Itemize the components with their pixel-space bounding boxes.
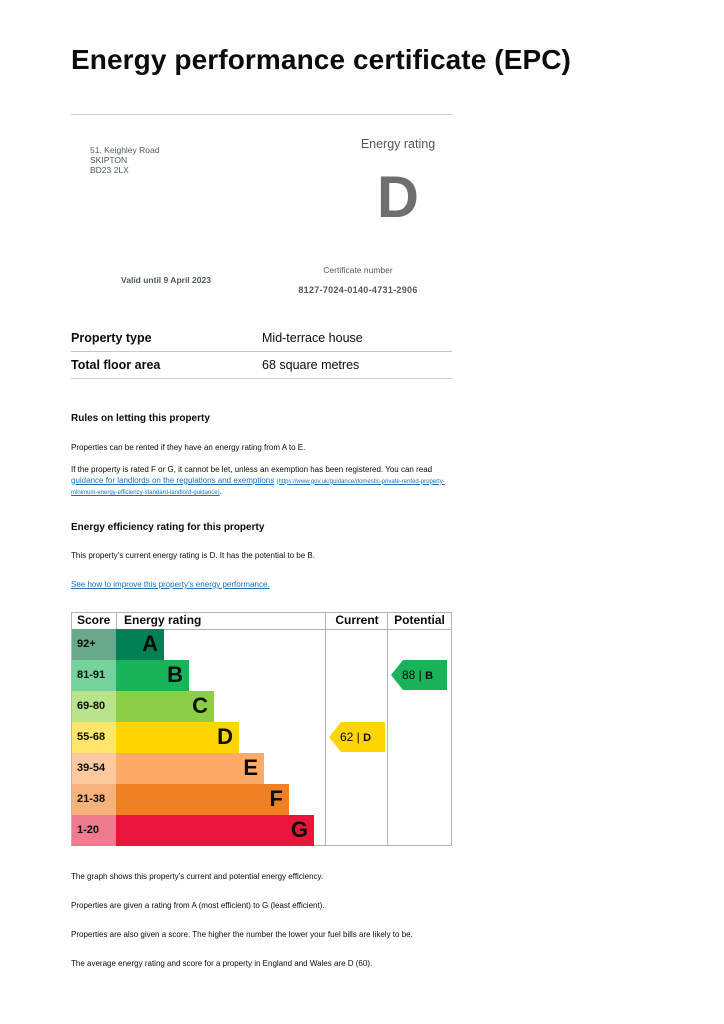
certificate-number: 8127-7024-0140-4731-2906 xyxy=(298,285,418,295)
efficiency-heading: Energy efficiency rating for this property xyxy=(71,522,265,533)
current-rating-arrow-score: 62 | xyxy=(340,730,364,744)
current-rating-arrow xyxy=(329,722,385,752)
letting-heading: Rules on letting this property xyxy=(71,413,210,424)
band-letter-d: D xyxy=(217,724,233,749)
band-score-b: 81-91 xyxy=(72,660,116,691)
band-score-d: 55-68 xyxy=(72,722,116,753)
efficiency-paragraph: This property’s current energy rating is D. It has the potential to be B. xyxy=(71,551,315,560)
band-score-c: 69-80 xyxy=(72,691,116,722)
energy-rating-chart xyxy=(71,612,452,846)
band-score-a: 92+ xyxy=(72,629,116,660)
band-letter-a: A xyxy=(142,631,158,656)
letting-exemption-paragraph xyxy=(71,465,456,499)
address-line: BD23 2LX xyxy=(90,165,129,175)
valid-until: Valid until 9 April 2023 xyxy=(121,275,211,285)
letting-text-end: . xyxy=(219,487,222,496)
current-column-header: Current xyxy=(335,613,379,627)
property-type-value: Mid-terrace house xyxy=(262,331,363,345)
property-address xyxy=(90,145,159,175)
band-score-f: 21-38 xyxy=(72,784,116,815)
note-average: The average energy rating and score for a property in England and Wales are D (60). xyxy=(71,959,373,968)
column-divider xyxy=(325,613,326,845)
letting-paragraph: Properties can be rented if they have an energy rating from A to E. xyxy=(71,443,306,452)
potential-rating-arrow xyxy=(391,660,447,690)
band-score-g: 1-20 xyxy=(72,815,116,846)
address-line: 51, Keighley Road xyxy=(90,145,160,155)
potential-rating-arrow-letter: B xyxy=(425,670,434,682)
current-rating-arrow-letter: D xyxy=(363,732,372,744)
band-letter-g: G xyxy=(290,817,308,842)
column-divider xyxy=(116,613,117,629)
landlord-guidance-url[interactable]: (https://www.gov.uk/guidance/domestic-private-rented-property-minimum-energy-efficiency-standard-landlord-guidance) xyxy=(71,478,445,496)
note-graph: The graph shows this property’s current and potential energy efficiency. xyxy=(71,872,324,881)
divider xyxy=(71,378,452,379)
floor-area-label: Total floor area xyxy=(71,358,161,372)
band-score-e: 39-54 xyxy=(72,753,116,784)
potential-rating-arrow-score: 88 | xyxy=(402,668,426,682)
energy-rating-label: Energy rating xyxy=(360,137,436,151)
divider xyxy=(71,114,452,115)
current-rating-arrow-label xyxy=(340,722,371,752)
energy-rating-value: D xyxy=(377,165,419,230)
potential-column-header: Potential xyxy=(394,613,445,627)
score-column-header: Score xyxy=(77,613,111,627)
property-type-label: Property type xyxy=(71,331,152,345)
column-divider xyxy=(387,613,388,845)
band-letter-b: B xyxy=(167,662,183,687)
note-score: Properties are also given a score. The higher the number the lower your fuel bills are likely to be. xyxy=(71,930,413,939)
note-rating-range: Properties are given a rating from A (most efficient) to G (least efficient). xyxy=(71,901,325,910)
band-bar-e xyxy=(116,753,264,784)
band-bar-f xyxy=(116,784,289,815)
address-line: SKIPTON xyxy=(90,155,128,165)
band-bar-d xyxy=(116,722,239,753)
divider xyxy=(71,351,452,352)
floor-area-value: 68 square metres xyxy=(262,358,360,372)
landlord-guidance-link[interactable]: guidance for landlords on the regulations and exemptions xyxy=(71,475,275,485)
band-bar-g xyxy=(116,815,314,846)
band-letter-e: E xyxy=(243,755,258,780)
potential-rating-arrow-label xyxy=(402,660,433,690)
band-letter-c: C xyxy=(192,693,208,718)
band-bar-b xyxy=(116,660,189,691)
letting-text: If the property is rated F or G, it cannot be let, unless an exemption has been registered. You can read xyxy=(71,465,433,474)
band-bar-a xyxy=(116,629,164,660)
certificate-number-label: Certificate number xyxy=(323,265,393,275)
band-bar-c xyxy=(116,691,214,722)
band-letter-f: F xyxy=(269,786,283,811)
improve-performance-link[interactable]: See how to improve this property’s energy performance. xyxy=(71,580,270,589)
page-title: Energy performance certificate (EPC) xyxy=(71,44,571,75)
rating-column-header: Energy rating xyxy=(124,613,202,627)
